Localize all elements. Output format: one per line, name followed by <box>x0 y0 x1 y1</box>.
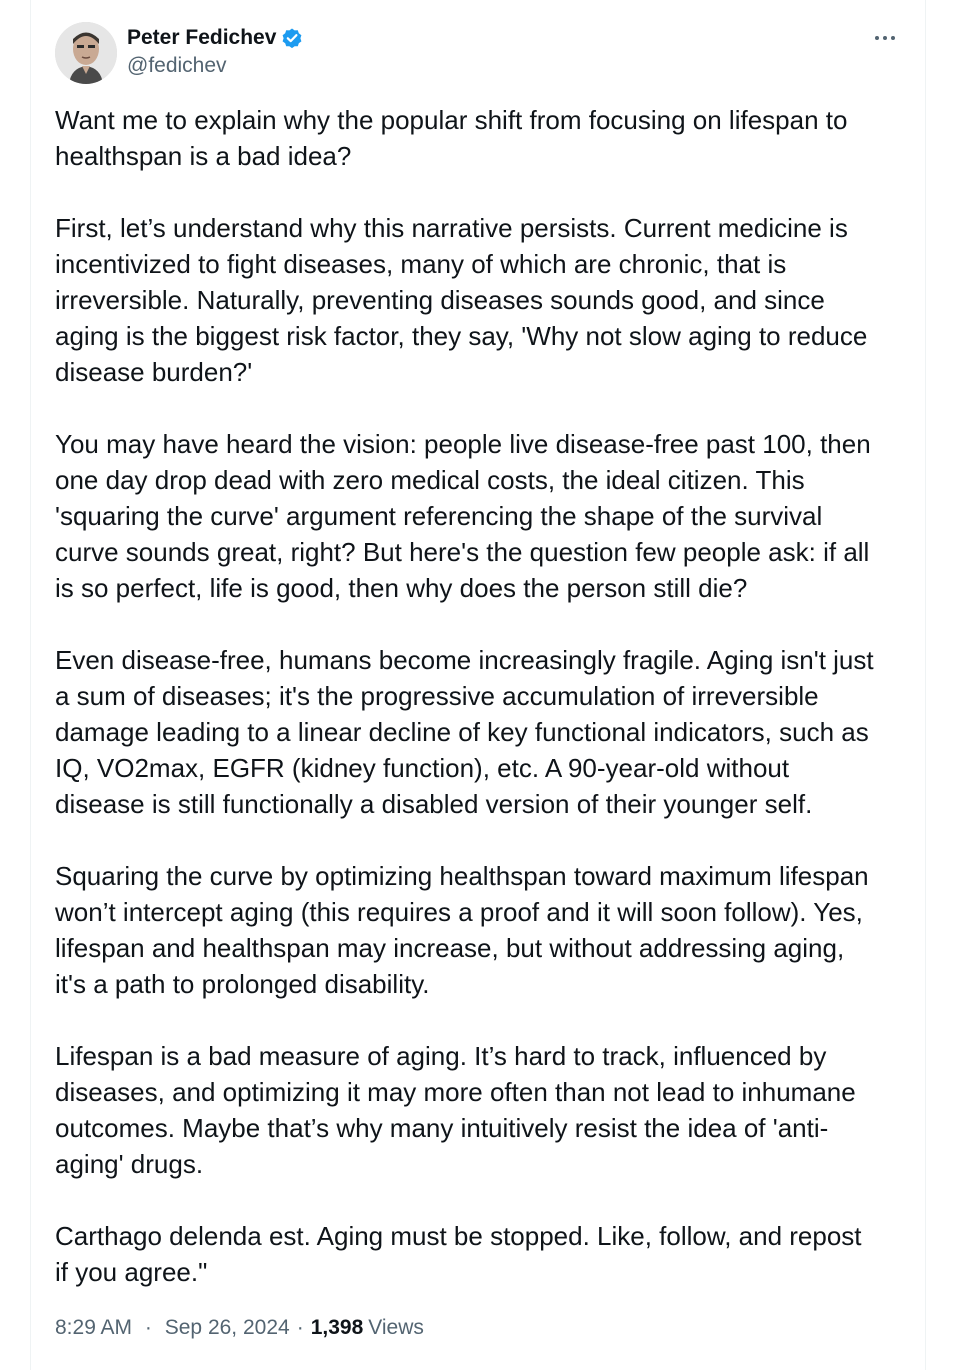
views-count: 1,398 <box>310 1316 364 1339</box>
tweet-paragraph: Carthago delenda est. Aging must be stopped. Like, follow, and repost if you agree." <box>55 1221 862 1287</box>
tweet-paragraph: Squaring the curve by optimizing healthspan toward maximum lifespan won’t intercept aging (this requires a proof and it will soon follow). Yes, lifespan and healthspan may increase, but without addressing aging, it's a path to prolonged disability. <box>55 861 869 999</box>
tweet-time: 8:29 AM <box>55 1316 133 1339</box>
tweet-meta <box>55 1316 424 1340</box>
tweet-text <box>55 102 915 1290</box>
tweet-paragraph: You may have heard the vision: people live disease-free past 100, then one day drop dead with zero medical costs, the ideal citizen. This 'squaring the curve' argument referencing the shape of the survival curve sounds great, right? But here's the question few people ask: if all is so perfect, life is good, then why does the person still die? <box>55 429 871 603</box>
meta-separator: · <box>144 1316 152 1339</box>
tweet-paragraph: Even disease-free, humans become increasingly fragile. Aging isn't just a sum of diseases; it's the progressive accumulation of irreversible damage leading to a linear decline of key functional indicators, such as IQ, VO2max, EGFR (kidney function), etc. A 90-year-old without disease is still functionally a disabled version of their younger self. <box>55 645 874 819</box>
tweet-paragraph: Lifespan is a bad measure of aging. It’s hard to track, influenced by diseases, and optimizing it may more often than not lead to inhumane outcomes. Maybe that’s why many intuitively resist the idea of 'anti- aging' drugs. <box>55 1041 856 1179</box>
tweet-time-link[interactable] <box>55 1316 290 1340</box>
avatar-photo-icon <box>55 22 117 84</box>
tweet-card <box>30 0 926 1370</box>
author-display-name[interactable]: Peter Fedichev <box>127 26 277 49</box>
meta-separator: · <box>296 1316 304 1339</box>
tweet-paragraph: First, let’s understand why this narrative persists. Current medicine is incentivized to fight diseases, many of which are chronic, that is irreversible. Naturally, preventing diseases sounds good, and since aging is the biggest risk factor, they say, 'Why not slow aging to reduce disease burden?' <box>55 213 868 387</box>
tweet-paragraph: Want me to explain why the popular shift from focusing on lifespan to healthspan is a bad idea? <box>55 105 848 171</box>
more-options-button[interactable] <box>871 26 901 50</box>
tweet-date: Sep 26, 2024 <box>164 1316 290 1339</box>
verified-badge-icon[interactable] <box>280 26 304 50</box>
avatar[interactable] <box>55 22 117 84</box>
author-handle[interactable]: @fedichev <box>127 54 227 77</box>
more-horizontal-icon <box>871 26 901 50</box>
views-label: Views <box>368 1316 424 1339</box>
tweet-header <box>55 20 901 86</box>
author-names <box>127 24 304 78</box>
